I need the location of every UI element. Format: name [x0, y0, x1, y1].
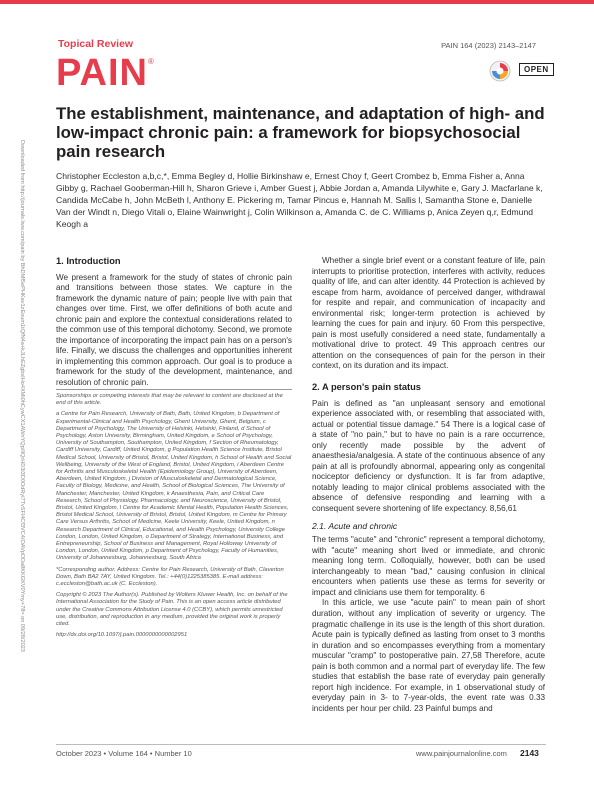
journal-logo-text: PAIN — [56, 52, 148, 94]
disclosure-note: Sponsorships or competing interests that may be relevant to content are disclosed at the end of this article. — [56, 393, 283, 407]
corresponding-author-note: *Corresponding author. Address: Centre for Pain Research, University of Bath, Claverton Down, Bath BA2 7AY, United Kingdom. Tel.: +44(0)1225385385. E-mail address: c.eccleston@bath.ac.uk (C. Eccleston). — [56, 566, 284, 588]
footer-divider — [56, 744, 546, 745]
intro-continued-paragraph: Whether a single brief event or a constant feature of life, pain interrupts to prioritise protection, interferes with activity, reduces quality of life, and can alter identity. 44 Protection is achieved by escape from harm, avoidance of perceived danger, withdrawal for respite and repair, and communication of incapacity and environmental risk; longer-term protection is achieved by learning the cues for pain and injury. 60 From this perspective, pain is most usefully considered a need state, fundamentally a motivational drive to protect. 49 This approach centres our attention on the consequences of pain for the person in their context, on its duration and its impact. — [312, 256, 545, 371]
top-accent-bar — [0, 0, 594, 4]
footnotes — [56, 393, 292, 640]
check-for-updates-icon[interactable] — [489, 60, 511, 82]
acute-chronic-paragraph-2: In this article, we use "acute pain" to mean pain of short duration, without any implication of severity or urgency. The pragmatic challenge in its use is the length of this short duration. Acute pain is typically defined as lasting from onset to 3 months in duration and so encompasses everything from a momentary muscular "cramp" to postoperative pain. 27,58 Therefore, acute pain is both common and a normal part of everyday life. The few studies that establish the base rate of everyday pain generally report high incidence. For example, in 1 observational study of everyday pain in 3- to 7-year-olds, the event rate was 0.33 incidents per hour per child. 23 Painful bumps and — [312, 598, 545, 713]
acute-chronic-paragraph-1: The terms "acute" and "chronic" represent a temporal dichotomy, with "acute" meaning short lived or immediate, and chronic meaning long term. Colloquially, however, both can be used interchangeably to mean "bad," causing confusion in clinical encounters when patients use these as terms for severity or impact and clinicians use them for temporality. 6 — [312, 535, 545, 597]
page-number: 2143 — [520, 748, 539, 758]
open-access-badge: OPEN — [519, 63, 554, 76]
right-column — [312, 256, 545, 714]
subsection-heading-acute-chronic: 2.1. Acute and chronic — [312, 520, 398, 531]
section-label: Topical Review — [58, 38, 134, 50]
journal-logo — [56, 54, 155, 92]
author-list: Christopher Eccleston a,b,c,*, Emma Begley d, Hollie Birkinshaw e, Ernest Choy f, Geert Crombez b, Emma Fisher a, Anna Gibby g, Rachael Gooberman-Hill h, Sharon Grieve i, Amber Guest j, Abbie Jordan a, Amanda Lilywhite e, Gary J. Macfarlane k, Candida McCabe h, John McBeth l, Anthony E. Pickering m, Tamar Pincus e, Hannah M. Sallis l, Samantha Stone e, Danielle Van der Windt n, Diego Vitali o, Elaine Wainwright j, Colin Wilkinson a, Amanda C. de C. Williams p, Anica Zeyen q,r, Edmund Keogh a — [56, 171, 543, 229]
registered-mark-icon: ® — [147, 57, 155, 66]
article-title: The establishment, maintenance, and adaptation of high- and low-impact chronic pain: a framework for biopsychosocial pain research — [56, 104, 545, 161]
journal-reference: PAIN 164 (2023) 2143–2147 — [441, 41, 536, 50]
download-watermark — [3, 140, 43, 652]
download-watermark-text: Downloaded from http://journals.lww.com/pain by BhDMf5ePHKav1zEoum1tQfN4a+kJLhEZgbsIHo4XMi0hCywCX1AWnYQp/IlQrHD3i3D0OdRyi7TvSFl4Cf3VC4/OAVpDDa8KKGKV0Ymy+78= on 09/28/2023 — [19, 140, 25, 652]
affiliations-note: a Centre for Pain Research, University of Bath, Bath, United Kingdom, b Department of Experimental-Clinical and Health Psychology, Ghent University, Ghent, Belgium, c Department of Psychology, The University of Helsinki, Helsinki, Finland, d School of Psychology, Aston University, Birmingham, United Kingdom, e School of Psychology, University of Southampton, Southampton, United Kingdom, f Section of Rheumatology, Cardiff University, Cardiff, United Kingdom, g Population Health Science Institute, Bristol Medical School, University of Bristol, Bristol, United Kingdom, h School of Health and Social Wellbeing, University of the West of England, Bristol, United Kingdom, i Aberdeen Centre for Arthritis and Musculoskeletal Health (Epidemiology Group), University of Aberdeen, Aberdeen, United Kingdom, j Division of Musculoskeletal and Dermatological Science, Faculty of Biology, Medicine, and Health, School of Biological Sciences, The University of Manchester, Manchester, United Kingdom, k Anaesthesia, Pain, and Critical Care Research, School of Physiology, Pharmacology, and Neuroscience, University of Bristol, Bristol, United Kingdom, l Centre for Academic Mental Health, Population Health Sciences, Bristol Medical School, University of Bristol, Bristol, United Kingdom, m Centre for Primary Care Versus Arthritis, School of Medicine, Keele University, Keele, United Kingdom, n Research Department of Clinical, Educational, and Health Psychology, University College London, London, United Kingdom, o Department of Strategy, International Business, and Entrepreneurship, School of Business and Management, Royal Holloway University of London, London, United Kingdom, p Department of Psychology, Faculty of Humanities, University of Johannesburg, Johannesburg, South Africa — [56, 411, 292, 562]
pain-status-paragraph: Pain is defined as "an unpleasant sensory and emotional experience associated with, or resembling that associated with, actual or potential tissue damage." 54 There is a logical case of a state of "no pain," but to have no pain is a rare occurrence, only recently made possible by the advent of anaesthesia/analgesia. A state of the continuous absence of any pain at all is profoundly abnormal, appearing only as congenital nociceptor deficiency or dysfunction. It is far from adaptive, notably leading to major clinical problems associated with the absence of defensive responding and learning with a consequent severe shortening of life expectancy. 8,56,61 — [312, 398, 545, 514]
intro-paragraph: We present a framework for the study of states of chronic pain and transitions between those states. We capture in the framework the dynamic nature of pain; people live with pain that changes over time. First, we offer definitions of both acute and chronic pain and explore the contextual considerations related to the common use of this temporal dichotomy. Second, we promote the importance of incorporating the impact pain has on a person's life. Finally, we discuss the challenges and opportunities inherent in implementing this common approach. Our goal is to produce a framework for the study of the development, maintenance, and resolution of chronic pain. — [56, 272, 292, 388]
journal-url[interactable]: www.painjournalonline.com — [416, 749, 507, 758]
footnote-divider — [56, 389, 292, 390]
left-column — [56, 256, 292, 389]
doi-link[interactable]: http://dx.doi.org/10.1097/j.pain.0000000000002951 — [56, 632, 188, 639]
issue-info: October 2023 • Volume 164 • Number 10 — [56, 749, 192, 758]
copyright-note: Copyright © 2023 The Author(s). Published by Wolters Kluwer Health, Inc. on behalf of the International Association for the Study of Pain. This is an open access article distributed under the Creative Commons Attribution License 4.0 (CCBY), which permits unrestricted use, distribution, and reproduction in any medium, provided the original work is properly cited. — [56, 592, 288, 628]
section-heading-introduction: 1. Introduction — [56, 256, 121, 266]
section-heading-pain-status: 2. A person's pain status — [312, 382, 421, 393]
